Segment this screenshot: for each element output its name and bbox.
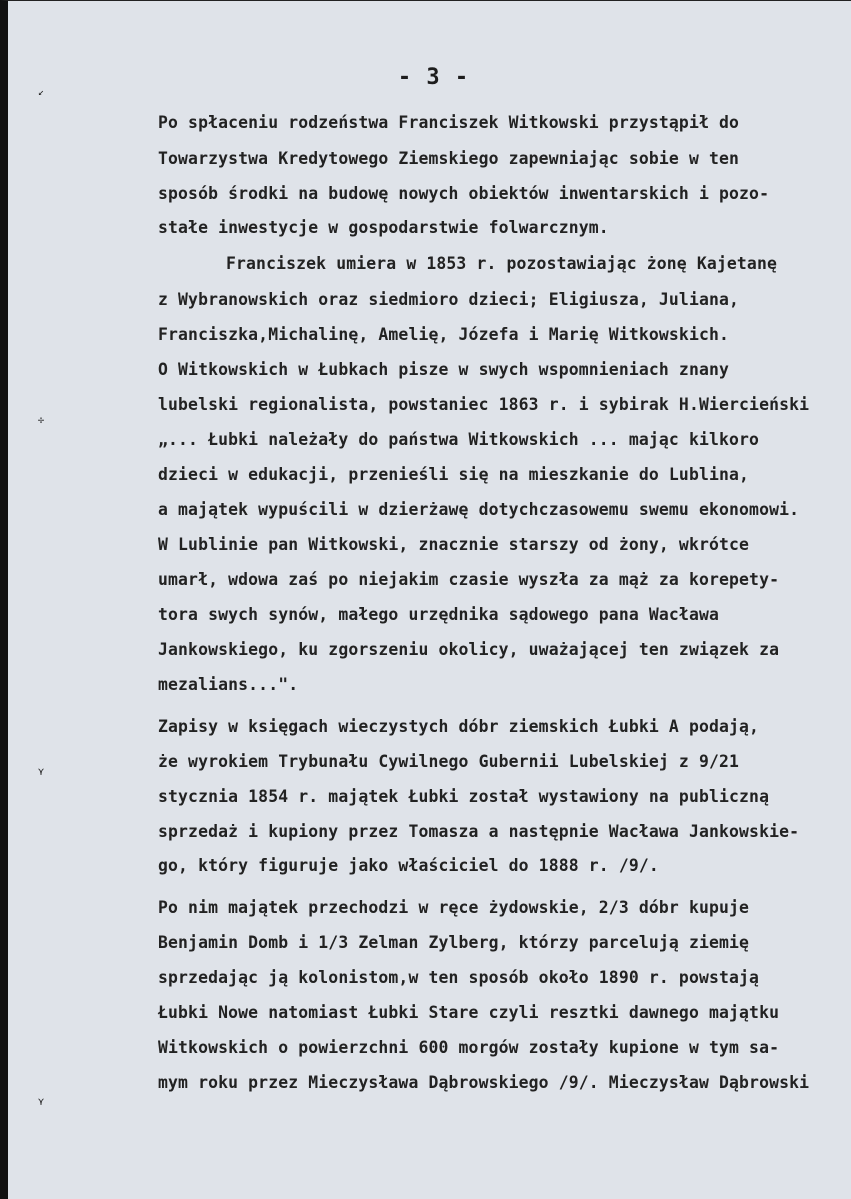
text-line: W Lublinie pan Witkowski, znacznie starszy od żony, wkrótce xyxy=(158,535,750,554)
text-line: mezalians...". xyxy=(158,675,299,694)
text-line: umarł, wdowa zaś po niejakim czasie wyszła za mąż za korepety- xyxy=(158,570,780,589)
text-line: Jankowskiego, ku zgorszeniu okolicy, uważającej ten związek za xyxy=(158,640,780,659)
text-line: a majątek wypuścili w dzierżawę dotychczasowemu swemu ekonomowi. xyxy=(158,500,800,519)
text-line: Łubki Nowe natomiast Łubki Stare czyli resztki dawnego majątku xyxy=(158,1003,780,1022)
text-line: Witkowskich o powierzchni 600 morgów zostały kupione w tym sa- xyxy=(158,1038,780,1057)
margin-mark: ⋎ xyxy=(38,1097,45,1108)
margin-mark: ✢ xyxy=(38,415,45,426)
text-line: mym roku przez Mieczysława Dąbrowskiego /9/. Mieczysław Dąbrowski xyxy=(158,1073,810,1092)
text-line: go, który figuruje jako właściciel do 1888 r. /9/. xyxy=(158,856,659,875)
margin-mark: ⋎ xyxy=(38,767,45,778)
text-line: że wyrokiem Trybunału Cywilnego Gubernii Lubelskiej z 9/21 xyxy=(158,752,740,771)
text-line: stycznia 1854 r. majątek Łubki został wystawiony na publiczną xyxy=(158,787,770,806)
text-line: Franciszek umiera w 1853 r. pozostawiając żonę Kajetanę xyxy=(226,254,777,273)
text-line: Benjamin Domb i 1/3 Zelman Zylberg, którzy parcelują ziemię xyxy=(158,933,750,952)
text-line: Franciszka,Michalinę, Amelię, Józefa i Marię Witkowskich. xyxy=(158,325,730,344)
text-line: z Wybranowskich oraz siedmioro dzieci; Eligiusza, Juliana, xyxy=(158,290,740,309)
text-line: sposób środki na budowę nowych obiektów inwentarskich i pozo- xyxy=(158,184,770,203)
page-number: - 3 - xyxy=(397,65,470,90)
text-line: tora swych synów, małego urzędnika sądowego pana Wacława xyxy=(158,605,720,624)
text-line: lubelski regionalista, powstaniec 1863 r. i sybirak H.Wiercieński xyxy=(158,395,810,414)
text-line: sprzedaż i kupiony przez Tomasza a następnie Wacława Jankowskie- xyxy=(158,822,800,841)
text-line: Zapisy w księgach wieczystych dóbr ziemskich Łubki A podają, xyxy=(158,717,760,736)
text-line: Po nim majątek przechodzi w ręce żydowskie, 2/3 dóbr kupuje xyxy=(158,898,750,917)
text-line: O Witkowskich w Łubkach pisze w swych wspomnieniach znany xyxy=(158,360,730,379)
text-line: Po spłaceniu rodzeństwa Franciszek Witkowski przystąpił do xyxy=(158,113,740,132)
text-line: stałe inwestycje w gospodarstwie folwarcznym. xyxy=(158,218,609,237)
text-line: sprzedając ją kolonistom,w ten sposób około 1890 r. powstają xyxy=(158,968,760,987)
text-line: dzieci w edukacji, przenieśli się na mieszkanie do Lublina, xyxy=(158,465,750,484)
margin-mark: ↙ xyxy=(38,87,45,98)
text-line: Towarzystwa Kredytowego Ziemskiego zapewniając sobie w ten xyxy=(158,149,740,168)
text-line: „... Łubki należały do państwa Witkowskich ... mając kilkoro xyxy=(158,430,760,449)
